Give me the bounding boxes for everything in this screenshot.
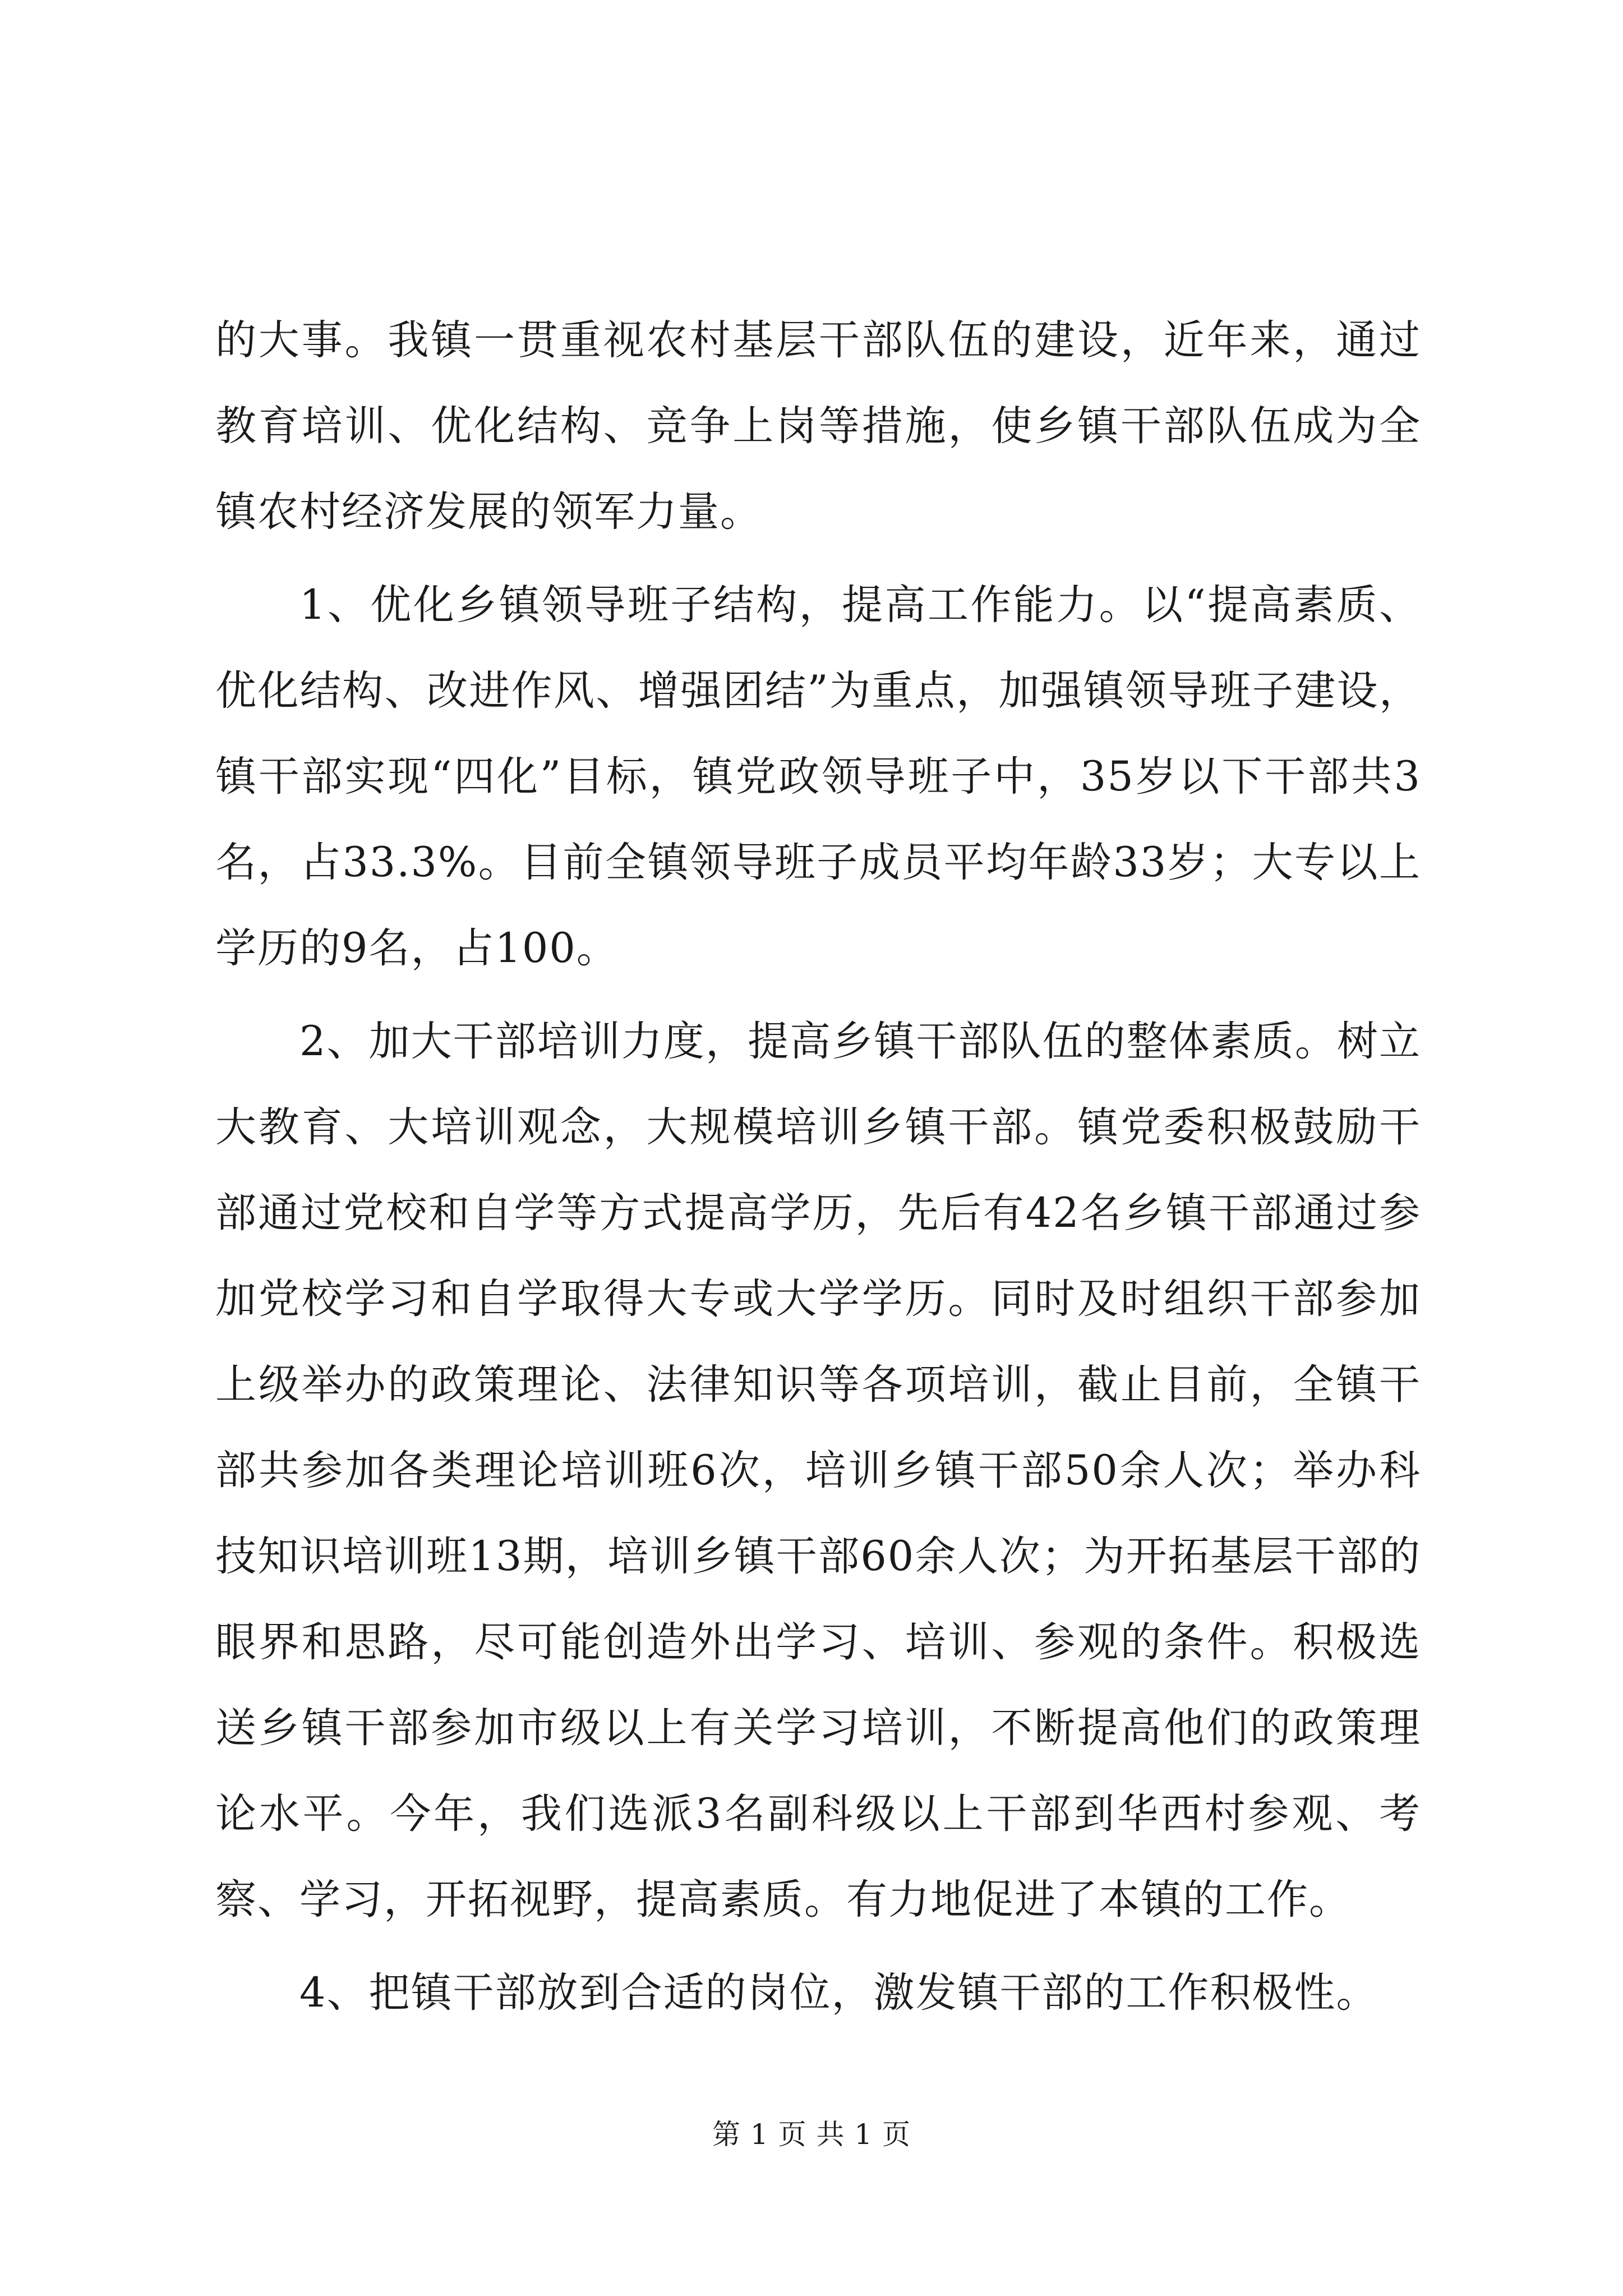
page-footer: 第 1 页 共 1 页: [712, 2118, 911, 2151]
paragraph-item-4: 4、把镇干部放到合适的岗位，激发镇干部的工作积极性。: [299, 1969, 1378, 2017]
body-text: [215, 297, 1421, 2036]
paragraph-item-1: 1、优化乡镇领导班子结构，提高工作能力。以“提高素质、优化结构、改进作风、增强团结”为重点，加强镇领导班子建设，镇干部实现“四化”目标，镇党政领导班子中，35岁以下干部共3名，占33.3%。目前全镇领导班子成员平均年龄33岁；大专以上学历的9名，占100。: [215, 581, 1421, 972]
paragraph-item-2: 2、加大干部培训力度，提高乡镇干部队伍的整体素质。树立大教育、大培训观念，大规模培训乡镇干部。镇党委积极鼓励干部通过党校和自学等方式提高学历，先后有42名乡镇干部通过参加党校学习和自学取得大专或大学学历。同时及时组织干部参加上级举办的政策理论、法律知识等各项培训，截止目前，全镇干部共参加各类理论培训班6次，培训乡镇干部50余人次；举办科技知识培训班13期，培训乡镇干部60余人次；为开拓基层干部的眼界和思路，尽可能创造外出学习、培训、参观的条件。积极选送乡镇干部参加市级以上有关学习培训，不断提高他们的政策理论水平。今年，我们选派3名副科级以上干部到华西村参观、考察、学习，开拓视野，提高素质。有力地促进了本镇的工作。: [215, 1018, 1421, 1924]
paragraph-intro-continuation: 的大事。我镇一贯重视农村基层干部队伍的建设，近年来，通过教育培训、优化结构、竞争上岗等措施，使乡镇干部队伍成为全镇农村经济发展的领军力量。: [215, 316, 1421, 536]
